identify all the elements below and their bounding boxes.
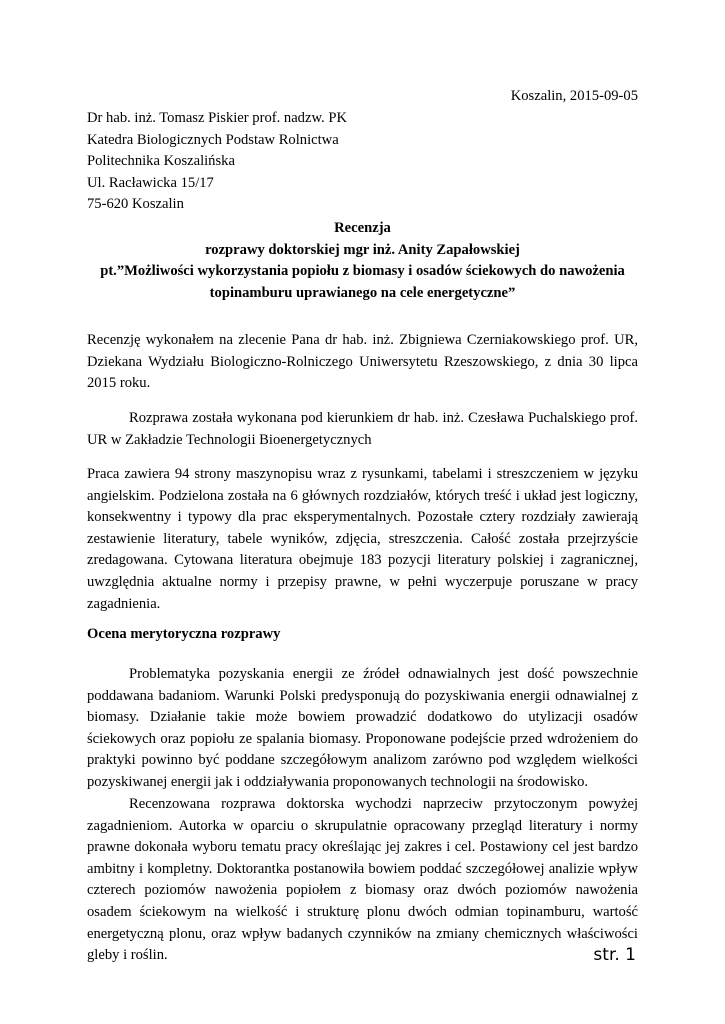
title-line-2: rozprawy doktorskiej mgr inż. Anity Zapałowskiej (205, 241, 520, 258)
page-number: str. 1 (593, 945, 636, 965)
recipient-address (87, 108, 347, 216)
title-line-4: topinamburu uprawianego na cele energetyczne” (209, 284, 516, 301)
recipient-department: Katedra Biologicznych Podstaw Rolnictwa (87, 131, 339, 148)
place-date: Koszalin, 2015-09-05 (510, 88, 638, 104)
recipient-street: Ul. Racławicka 15/17 (87, 174, 214, 191)
paragraph-problem: Problematyka pozyskania energii ze źródeł odnawialnych jest dość powszechnie poddawana badaniom. Warunki Polski predysponują do pozyskiwania energii odnawialnej z biomasy. Działanie takie może bowiem prowadzić dodatkowo do utylizacji osadów ściekowych oraz popiołu ze spalania biomasy. Proponowane podejście przed wdrożeniem do praktyki powinno być poddane szczegółowym analizom zarówno pod względem wielkości pozyskiwanej energii jak i oddziaływania proponowanych technologii na środowisko. (87, 666, 638, 790)
paragraph-commission: Recenzję wykonałem na zlecenie Pana dr hab. inż. Zbigniewa Czerniakowskiego prof. UR, Dziekana Wydziału Biologiczno-Rolniczego Uniwersytetu Rzeszowskiego, z dnia 30 lipca 2015 roku. (87, 332, 638, 392)
title-line-3: pt.”Możliwości wykorzystania popiołu z biomasy i osadów ściekowych do nawożenia (100, 263, 625, 280)
title-line-1: Recenzja (334, 220, 391, 236)
recipient-city: 75-620 Koszalin (87, 196, 184, 213)
review-title (87, 218, 638, 304)
recipient-institution: Politechnika Koszalińska (87, 153, 235, 170)
section-heading: Ocena merytoryczna rozprawy (87, 626, 281, 642)
paragraph-supervisor: Rozprawa została wykonana pod kierunkiem dr hab. inż. Czesława Puchalskiego prof. UR w Zakładzie Technologii Bioenergetycznych (87, 410, 638, 448)
paragraph-structure: Praca zawiera 94 strony maszynopisu wraz z rysunkami, tabelami i streszczeniem w języku angielskim. Podzielona została na 6 głównych rozdziałów, których treść i układ jest logiczny, konsekwentny i typowy dla prac eksperymentalnych. Pozostałe cztery rozdziały zawierają zestawienie literatury, tabele wyników, zdjęcia, streszczenia. Całość została przejrzyście zredagowana. Cytowana literatura obejmuje 183 pozycji literatury polskiej i zagranicznej, uwzględnia aktualne normy i przepisy prawne, w pełni wyczerpuje poruszane w pracy zagadnienia. (87, 466, 638, 612)
paragraph-evaluation: Recenzowana rozprawa doktorska wychodzi naprzeciw przytoczonym powyżej zagadnieniom. Autorka w oparciu o skrupulatnie opracowany przegląd literatury i normy prawne dokonała wyboru tematu pracy określając jej zakres i cel. Postawiony cel jest bardzo ambitny i kompletny. Doktorantka postanowiła bowiem poddać szczegółowej analizie wpływ czterech poziomów nawożenia popiołem z biomasy oraz dwóch poziomów nawożenia osadem ściekowym na wielkość i strukturę plonu dwóch odmian topinamburu, wartość energetyczną plonu, oraz wpływ badanych czynników na zmiany chemicznych właściwości gleby i roślin. (87, 796, 638, 964)
recipient-name: Dr hab. inż. Tomasz Piskier prof. nadzw. PK (87, 110, 347, 126)
